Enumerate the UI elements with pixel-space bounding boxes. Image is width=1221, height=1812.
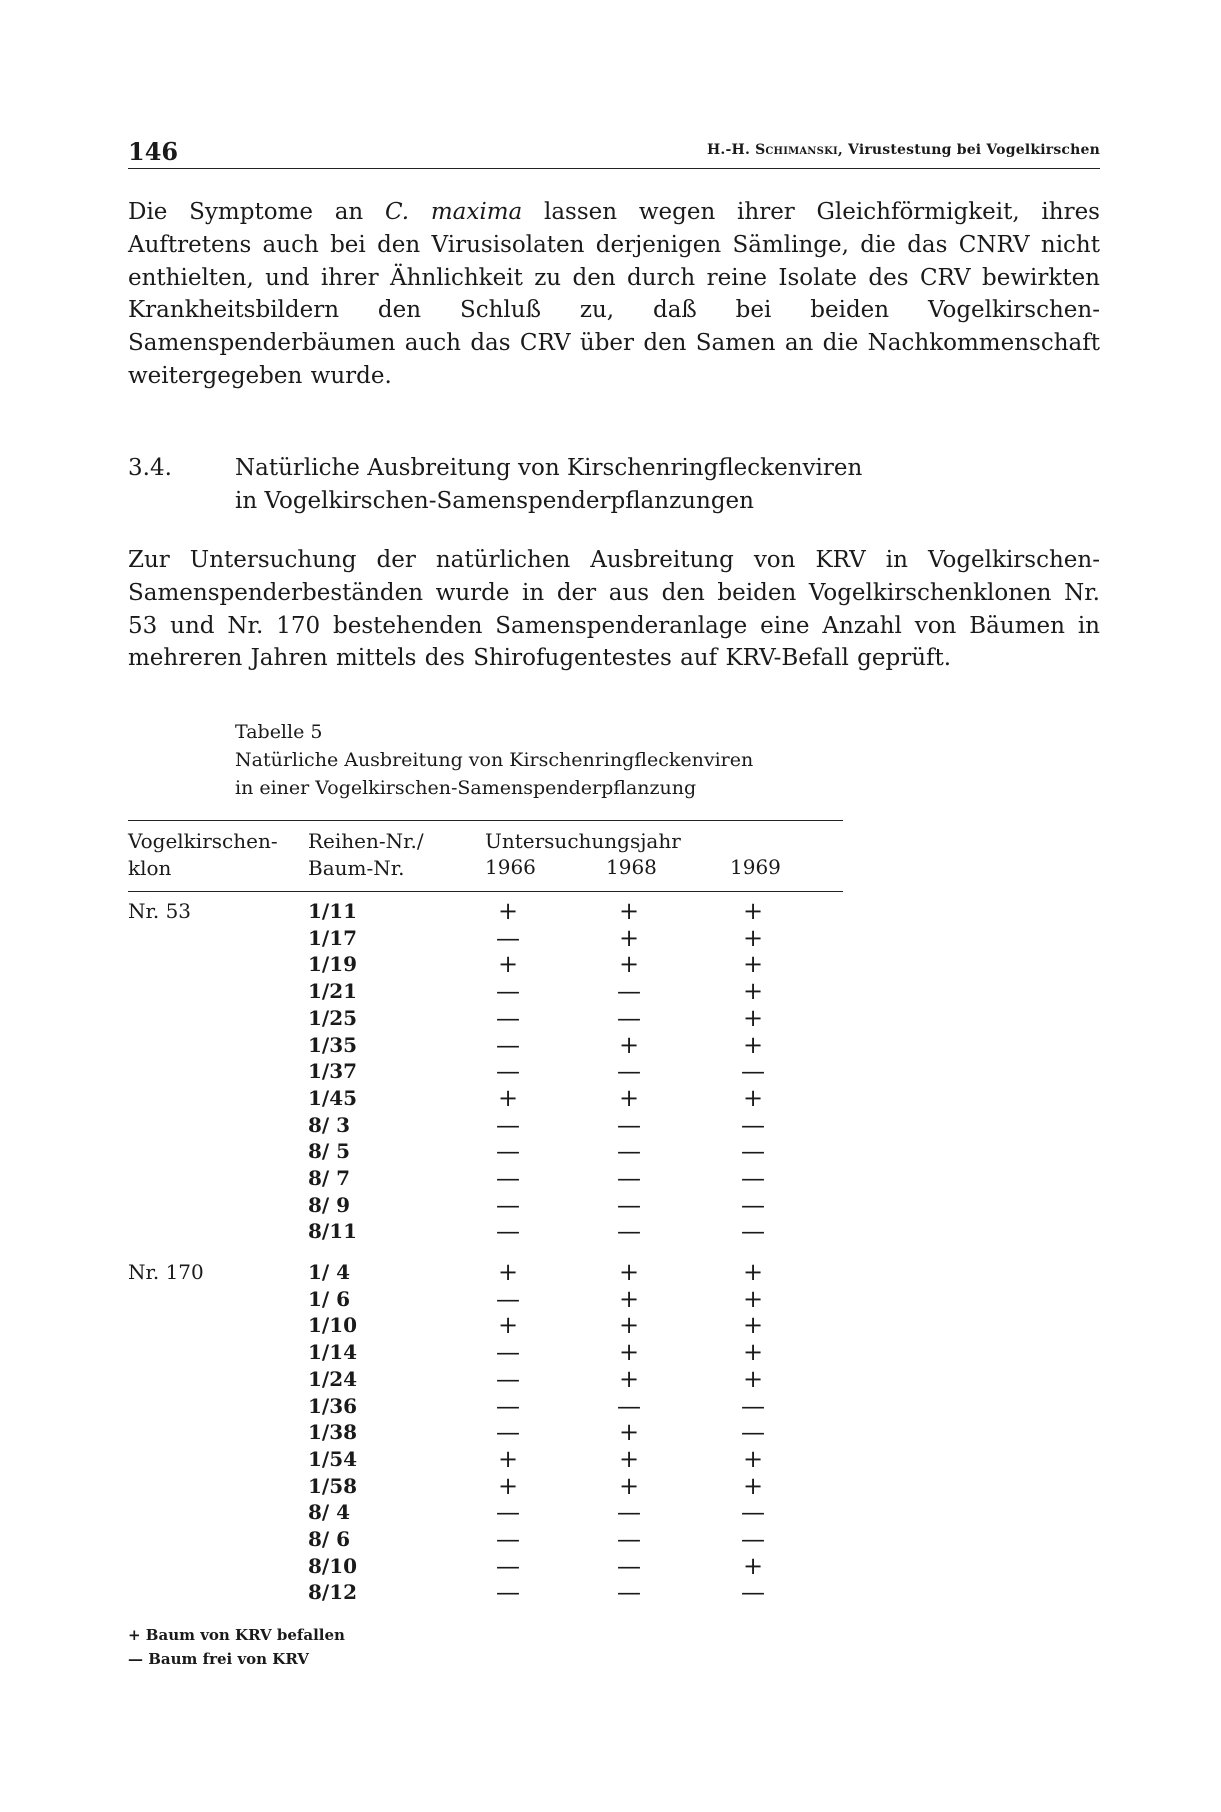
free-mark: — (741, 1190, 765, 1219)
free-mark: — (496, 1057, 520, 1086)
free-mark: — (496, 1217, 520, 1246)
infected-mark: + (742, 1364, 764, 1393)
infected-mark: + (618, 1418, 640, 1447)
table-top-rule (128, 820, 843, 821)
running-head-title: Virustestung bei Vogelkirschen (848, 142, 1100, 158)
infected-mark: + (618, 1030, 640, 1059)
free-mark: — (496, 1030, 520, 1059)
legend-minus: — Baum frei von KRV (128, 1650, 309, 1668)
tree-id: 8/ 9 (308, 1192, 351, 1217)
free-mark: — (617, 1190, 641, 1219)
infected-mark: + (742, 950, 764, 979)
column-header-year: 1966 (485, 855, 536, 879)
infected-mark: + (742, 1003, 764, 1032)
section-title (235, 452, 1055, 518)
free-mark: — (741, 1578, 765, 1607)
table-group-klon: Nr. 170 (128, 1260, 204, 1284)
tree-id: 8/10 (308, 1553, 358, 1578)
paragraph-symptoms (128, 196, 1100, 393)
free-mark: — (741, 1057, 765, 1086)
tree-id: 1/45 (308, 1085, 358, 1110)
free-mark: — (617, 1498, 641, 1527)
free-mark: — (741, 1498, 765, 1527)
table-caption-line2: in einer Vogelkirschen-Samenspenderpflanzung (235, 777, 697, 799)
tree-id: 1/25 (308, 1005, 358, 1030)
free-mark: — (741, 1137, 765, 1166)
paragraph1-text-a: Die Symptome an (128, 199, 385, 225)
free-mark: — (496, 1364, 520, 1393)
tree-id: 8/ 5 (308, 1139, 351, 1164)
tree-id: 1/ 6 (308, 1286, 351, 1311)
tree-id: 1/21 (308, 979, 358, 1004)
tree-id: 8/ 6 (308, 1527, 351, 1551)
tree-id: 1/10 (308, 1313, 358, 1338)
tree-id: 1/11 (308, 899, 358, 923)
infected-mark: + (742, 1258, 764, 1286)
free-mark: — (617, 1551, 641, 1580)
infected-mark: + (497, 897, 519, 925)
infected-mark: + (618, 1083, 640, 1112)
section-title-line1: Natürliche Ausbreitung von Kirschenringfleckenviren (235, 455, 863, 481)
free-mark: — (496, 1110, 520, 1139)
column-header-klon-line2: klon (128, 856, 172, 880)
column-header-jahr: Untersuchungsjahr (485, 829, 681, 853)
paragraph-investigation: Zur Untersuchung der natürlichen Ausbreitung von KRV in Vogelkirschen-Samenspenderbeständen wurde in der aus den beiden Vogelkirschenklonen Nr. 53 und Nr. 170 bestehenden Samenspenderanlage eine Anzahl von Bäumen in mehreren Jahren mittels des Shirofugentestes auf KRV-Befall geprüft. (128, 547, 1100, 672)
free-mark: — (741, 1418, 765, 1447)
free-mark: — (741, 1217, 765, 1246)
tree-id: 1/36 (308, 1393, 358, 1418)
column-header-reihe-line2: Baum-Nr. (308, 856, 405, 880)
infected-mark: + (618, 1284, 640, 1313)
tree-id: 8/ 7 (308, 1166, 351, 1190)
infected-mark: + (742, 897, 764, 925)
infected-mark: + (618, 1338, 640, 1367)
free-mark: — (496, 1418, 520, 1447)
free-mark: — (741, 1525, 765, 1553)
table-label: Tabelle 5 (235, 721, 323, 743)
free-mark: — (617, 1391, 641, 1420)
free-mark: — (617, 1217, 641, 1246)
free-mark: — (741, 1391, 765, 1420)
free-mark: — (496, 1137, 520, 1166)
tree-id: 1/ 4 (308, 1260, 351, 1284)
infected-mark: + (742, 923, 764, 952)
free-mark: — (496, 923, 520, 952)
infected-mark: + (618, 1364, 640, 1393)
infected-mark: + (742, 1284, 764, 1313)
free-mark: — (617, 977, 641, 1006)
free-mark: — (617, 1137, 641, 1166)
infected-mark: + (497, 950, 519, 979)
header-rule (128, 168, 1100, 169)
free-mark: — (617, 1525, 641, 1553)
infected-mark: + (742, 1471, 764, 1500)
infected-mark: + (742, 1338, 764, 1367)
tree-id: 1/19 (308, 952, 358, 977)
free-mark: — (496, 977, 520, 1006)
paragraph1-text-b: lassen wegen ihrer Gleichförmigkeit, ihres Auftretens auch bei den Virusisolaten derjenigen Sämlinge, die das CNRV nicht enthielten, und ihrer Ähnlichkeit zu den durch reine Isolate des CRV bewirkten Krankheitsbildern den Schluß zu, daß bei beiden Vogelkirschen-Samenspenderbäumen auch das CRV über den Samen an die Nachkommenschaft weitergegeben wurde. (128, 199, 1100, 389)
free-mark: — (741, 1110, 765, 1139)
infected-mark: + (497, 1471, 519, 1500)
infected-mark: + (618, 950, 640, 979)
legend-plus: + Baum von KRV befallen (128, 1626, 345, 1644)
free-mark: — (496, 1190, 520, 1219)
tree-id: 8/12 (308, 1580, 358, 1605)
infected-mark: + (742, 1444, 764, 1473)
table-caption-line1: Natürliche Ausbreitung von Kirschenringfleckenviren (235, 749, 754, 771)
free-mark: — (741, 1164, 765, 1192)
tree-id: 1/14 (308, 1340, 358, 1365)
tree-id: 1/54 (308, 1446, 358, 1471)
section-title-line2: in Vogelkirschen-Samenspenderpflanzungen (235, 488, 754, 514)
tree-id: 8/ 4 (308, 1500, 351, 1525)
infected-mark: + (497, 1311, 519, 1340)
infected-mark: + (742, 1311, 764, 1340)
column-header-klon (128, 828, 278, 882)
table-header-rule (128, 891, 843, 892)
table-caption (235, 718, 935, 802)
infected-mark: + (497, 1444, 519, 1473)
column-header-year: 1968 (606, 855, 657, 879)
tree-id: 1/24 (308, 1366, 358, 1391)
running-head-author: H.-H. Schimanski, (707, 142, 843, 158)
infected-mark: + (618, 1258, 640, 1286)
free-mark: — (617, 1003, 641, 1032)
table-group-klon: Nr. 53 (128, 899, 192, 923)
infected-mark: + (618, 1311, 640, 1340)
column-header-reihe-line1: Reihen-Nr./ (308, 829, 424, 853)
tree-id: 1/17 (308, 925, 358, 950)
infected-mark: + (497, 1083, 519, 1112)
tree-id: 1/58 (308, 1473, 358, 1498)
infected-mark: + (497, 1258, 519, 1286)
running-head (707, 142, 1100, 158)
free-mark: — (496, 1578, 520, 1607)
free-mark: — (617, 1164, 641, 1192)
free-mark: — (496, 1164, 520, 1192)
infected-mark: + (742, 1030, 764, 1059)
infected-mark: + (618, 897, 640, 925)
tree-id: 8/11 (308, 1219, 358, 1244)
infected-mark: + (742, 977, 764, 1006)
free-mark: — (496, 1551, 520, 1580)
column-header-year: 1969 (730, 855, 781, 879)
infected-mark: + (618, 1471, 640, 1500)
infected-mark: + (742, 1551, 764, 1580)
free-mark: — (496, 1525, 520, 1553)
column-header-reihe (308, 828, 424, 882)
section-number: 3.4. (128, 455, 172, 481)
free-mark: — (496, 1284, 520, 1313)
paragraph1-species: C. maxima (385, 199, 523, 225)
infected-mark: + (618, 1444, 640, 1473)
free-mark: — (617, 1057, 641, 1086)
tree-id: 1/37 (308, 1059, 358, 1084)
free-mark: — (496, 1498, 520, 1527)
tree-id: 1/38 (308, 1420, 358, 1445)
free-mark: — (496, 1338, 520, 1367)
tree-id: 8/ 3 (308, 1112, 351, 1137)
column-header-klon-line1: Vogelkirschen- (128, 829, 278, 853)
infected-mark: + (618, 923, 640, 952)
free-mark: — (496, 1391, 520, 1420)
tree-id: 1/35 (308, 1032, 358, 1057)
infected-mark: + (742, 1083, 764, 1112)
free-mark: — (617, 1110, 641, 1139)
page-number: 146 (128, 137, 179, 166)
free-mark: — (617, 1578, 641, 1607)
free-mark: — (496, 1003, 520, 1032)
